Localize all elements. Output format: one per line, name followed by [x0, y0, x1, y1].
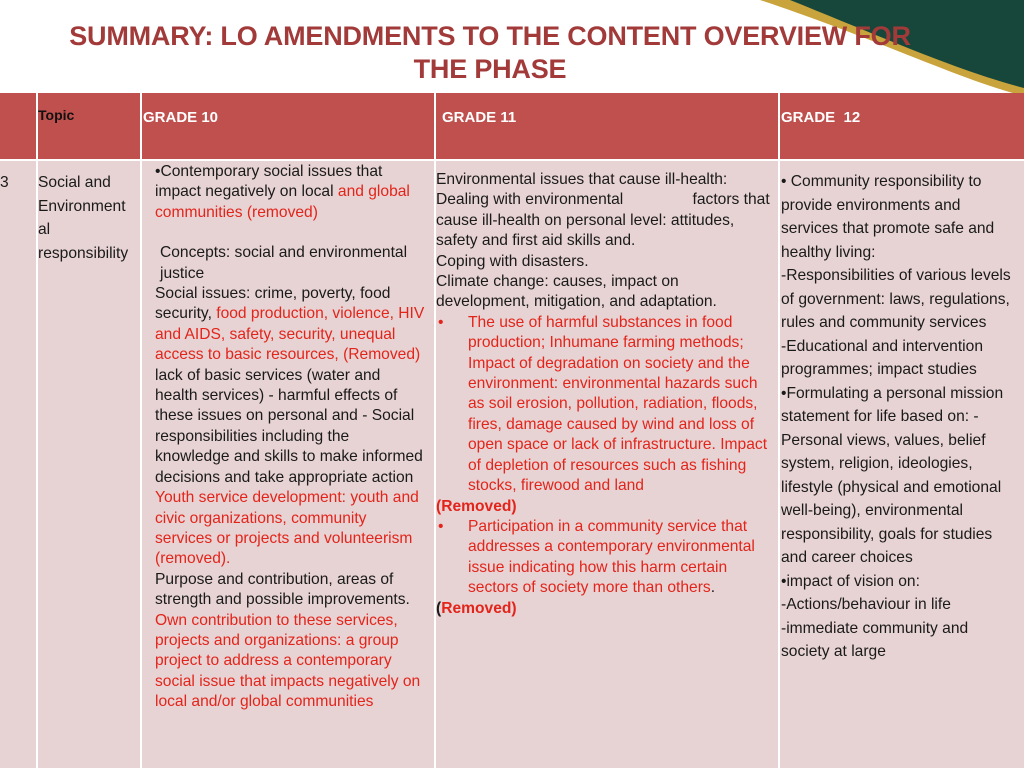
row-number: 3 [0, 174, 9, 191]
grade11-bullet-list-2 [436, 517, 774, 599]
grade12-community-responsibility: • Community responsibility to provide environments and services that promote safe and healthy living: [781, 173, 995, 261]
grade11-ill-health: Environmental issues that cause ill-health: [436, 171, 728, 188]
grade10-removed-issues: food production, violence, HIV and AIDS, safety, security, unequal access to basic resources, (Removed) [155, 305, 425, 364]
grade10-own-contribution: Own contribution to these services, projects and organizations: a group project to address a contemporary social issue that impacts negatively on local and/or global communities [155, 611, 421, 711]
bullet-icon: • [438, 517, 444, 535]
header-grade-10: GRADE 10 [143, 109, 219, 126]
grade11-bullet-list-1 [436, 313, 774, 497]
header-cell-grade11 [436, 93, 778, 159]
grade11-removed-participation: Participation in a community service that addresses a contemporary environmental issue indicating how this harm certain sectors of society more than others [468, 517, 755, 597]
grade10-youth-service: Youth service development: youth and civic organizations, community services or projects and volunteerism (removed). [155, 489, 419, 568]
list-item [436, 517, 774, 599]
grade11-removed-text: Removed) [441, 599, 517, 617]
header-cell-topic [38, 93, 140, 159]
grade12-mission-statement: •Formulating a personal mission statement for life based on: -Personal views, values, belief system, religion, ideologies, lifestyle (physical and emotional well-being), environmental responsibility, goals for studies and career choices [781, 384, 1004, 566]
grade-10-content [155, 162, 427, 713]
grade10-issues-text: Social issues: crime, poverty, food security, [155, 285, 391, 323]
content-table [0, 93, 1024, 768]
grade11-participation-period: . [710, 579, 716, 597]
grade10-issues-text-2: lack of basic services (water and health services) - harmful effects of these issues on personal and - Social responsibilities including the knowledge and skills to make informed decisions and take appropriate action [155, 366, 423, 486]
grade11-removed-label-1: (Removed) [436, 497, 517, 515]
grade12-community: -immediate community and society at large [781, 619, 969, 660]
header-grade-11: GRADE 11 [442, 109, 517, 126]
bullet-icon: • [438, 313, 444, 331]
grade11-removed-substances: The use of harmful substances in food production; Inhumane farming methods; Impact of degradation on society and the environment: environmental hazards such as soil erosion, pollution, radiation, floods, fires, damage caused by wind and loss of open space or lack of infrastructure. Impact of depletion of resources such as fishing stocks, firewood and land [468, 313, 768, 495]
title-line-1: SUMMARY: LO AMENDMENTS TO THE CONTENT OVERVIEW FOR [69, 21, 911, 51]
grade-12-content [781, 170, 1021, 664]
grade-11-content [436, 170, 774, 619]
header-cell-grade12 [780, 93, 1024, 159]
grade10-intro-text: •Contemporary social issues that impact negatively on local [155, 163, 383, 201]
slide-title [0, 20, 980, 86]
grade11-removed-open: ( [436, 599, 442, 617]
grade10-concepts: Concepts: social and environmental justice [160, 244, 408, 282]
header-cell-num [0, 93, 36, 159]
grade10-purpose: Purpose and contribution, areas of strength and possible improvements. [155, 570, 410, 609]
grade10-social-issues [155, 284, 427, 488]
grade12-government: -Responsibilities of various levels of government: laws, regulations, rules and community services [781, 267, 1011, 331]
grade11-removed-label-2 [436, 599, 774, 619]
grade12-actions: -Actions/behaviour in life [781, 596, 951, 613]
grade12-programmes: -Educational and intervention programmes; impact studies [781, 337, 983, 378]
column-divider-4 [778, 93, 780, 768]
title-line-2: THE PHASE [413, 54, 567, 84]
header-grade-12: GRADE 12 [781, 109, 861, 126]
grade11-disasters: Coping with disasters. [436, 252, 589, 270]
header-topic: Topic [38, 107, 75, 123]
list-item [436, 313, 774, 497]
grade11-dealing: Dealing with environmental factors that cause ill-health on personal level: attitudes, safety and first aid skills and. [436, 191, 775, 250]
column-divider-2 [140, 93, 142, 768]
grade11-climate: Climate change: causes, impact on development, mitigation, and adaptation. [436, 273, 717, 311]
grade10-issues-intro [155, 162, 427, 223]
grade12-vision: •impact of vision on: [781, 572, 920, 590]
grade10-removed-global: and global communities (removed) [155, 183, 410, 221]
row-topic: Social and Environment al responsibility [38, 174, 129, 262]
header-cell-grade10 [142, 93, 434, 159]
header-divider [0, 159, 1024, 161]
